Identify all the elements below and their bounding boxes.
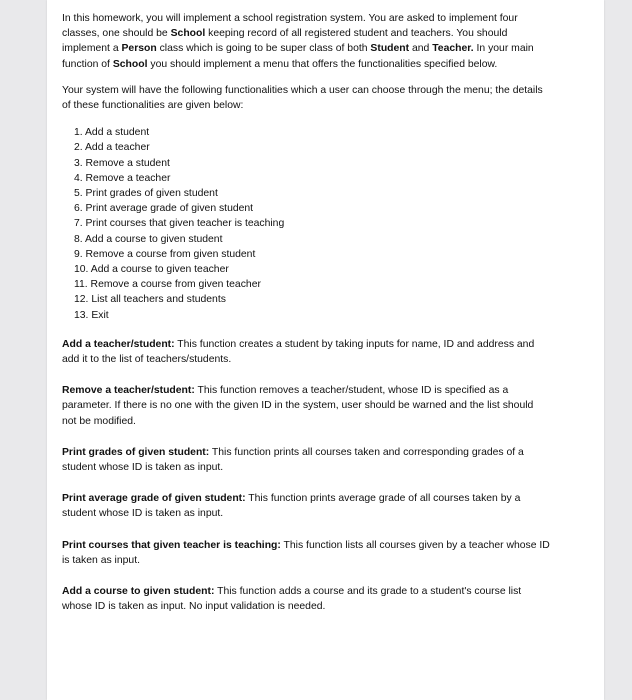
menu-item: 5. Print grades of given student bbox=[74, 188, 218, 200]
section-print-grades bbox=[62, 445, 550, 475]
section-title: Print average grade of given student: bbox=[62, 493, 246, 505]
intro-text: In your main function of bbox=[62, 43, 534, 70]
menu-item: 7. Print courses that given teacher is teaching bbox=[74, 218, 285, 230]
intro-text: class which is going to be super class of both bbox=[156, 43, 371, 55]
section-body: This function removes a teacher/student, whose ID is specified as a parameter. If there is no one with the given ID in the system, user should be warned and the list should not be modified. bbox=[62, 385, 534, 427]
section-remove-teacher-student bbox=[62, 383, 550, 429]
section-body: This function adds a course and its grade to a student's course list whose ID is taken as input. No input validation is needed. bbox=[62, 586, 522, 613]
intro-bold-person: Person bbox=[121, 43, 157, 55]
section-body: This function prints all courses taken and corresponding grades of a student whose ID is taken as input. bbox=[62, 446, 524, 474]
intro-bold-school: School bbox=[112, 58, 148, 70]
section-body: This function prints average grade of all courses taken by a student whose ID is taken as input. bbox=[62, 493, 521, 520]
section-print-average bbox=[62, 491, 550, 521]
menu-item: 9. Remove a course from given student bbox=[74, 248, 256, 260]
menu-item: 6. Print average grade of given student bbox=[74, 203, 254, 215]
menu-item: 4. Remove a teacher bbox=[74, 172, 171, 184]
menu-item: 8. Add a course to given student bbox=[74, 233, 223, 245]
menu-list bbox=[62, 125, 550, 323]
section-add-teacher-student bbox=[62, 337, 550, 367]
menu-item: 2. Add a teacher bbox=[74, 142, 150, 154]
intro-text: and bbox=[409, 43, 433, 55]
section-print-courses bbox=[62, 538, 550, 568]
intro-bold-teacher: Teacher. bbox=[432, 43, 474, 55]
section-body: This function creates a student by taking inputs for name, ID and address and add it to the list of teachers/students. bbox=[62, 338, 535, 366]
document-content bbox=[62, 11, 550, 631]
intro-bold-student: Student bbox=[370, 43, 410, 55]
menu-item: 10. Add a course to given teacher bbox=[74, 264, 229, 276]
intro-text: you should implement a menu that offers the functionalities specified below. bbox=[147, 58, 498, 70]
menu-item: 13. Exit bbox=[74, 309, 109, 321]
section-title: Remove a teacher/student: bbox=[62, 385, 195, 397]
functionality-lead: Your system will have the following functionalities which a user can choose through the menu; the details of these functionalities are given below: bbox=[62, 84, 543, 112]
intro-text: keeping record of all registered student and teachers. You should implement a bbox=[62, 28, 508, 55]
section-title: Print grades of given student: bbox=[62, 446, 210, 458]
section-body: This function lists all courses given by a teacher whose ID is taken as input. bbox=[62, 539, 550, 566]
intro-text: In this homework, you will implement a school registration system. You are asked to implement four classes, one should be bbox=[62, 13, 518, 40]
section-title: Add a course to given student: bbox=[62, 586, 215, 598]
menu-item: 1. Add a student bbox=[74, 127, 150, 139]
document-page bbox=[47, 0, 604, 700]
menu-item: 12. List all teachers and students bbox=[74, 294, 226, 306]
section-title: Add a teacher/student: bbox=[62, 338, 175, 350]
section-add-course-student bbox=[62, 584, 550, 614]
menu-item: 3. Remove a student bbox=[74, 157, 170, 169]
menu-item: 11. Remove a course from given teacher bbox=[74, 279, 261, 291]
section-title: Print courses that given teacher is teaching: bbox=[62, 539, 281, 551]
intro-bold-school: School bbox=[170, 28, 206, 40]
intro-paragraph bbox=[62, 11, 550, 72]
